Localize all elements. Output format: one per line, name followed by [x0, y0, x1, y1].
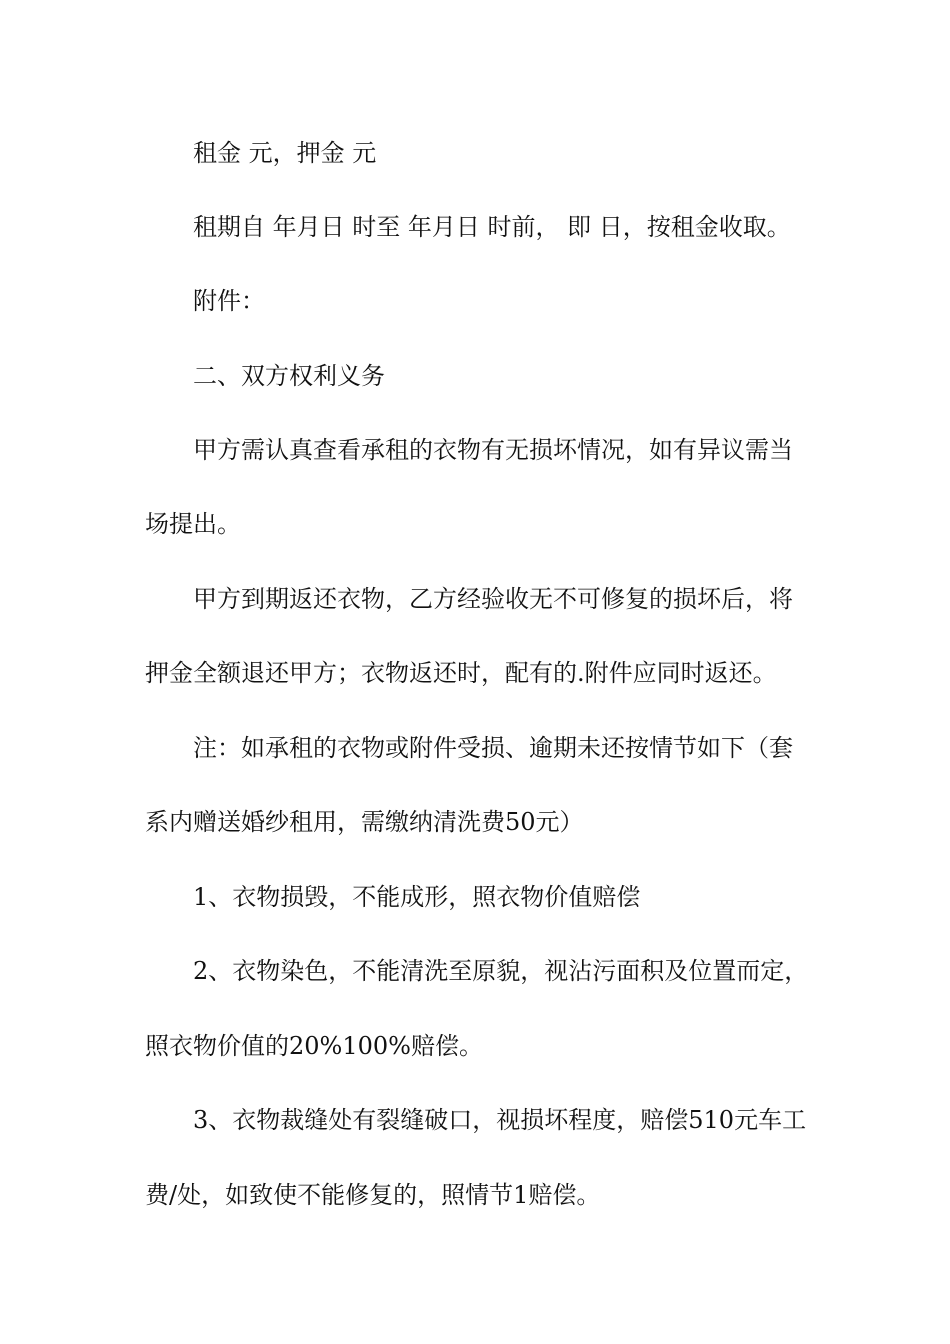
paragraph-line: 押金全额退还甲方；衣物返还时，配有的.附件应同时返还。	[145, 659, 777, 687]
paragraph-line: 甲方到期返还衣物，乙方经验收无不可修复的损坏后，将	[193, 585, 793, 613]
clause-2-line: 照衣物价值的20%100%赔偿。	[145, 1032, 483, 1060]
clause-3-line: 费/处，如致使不能修复的，照情节1赔偿。	[145, 1181, 601, 1209]
rental-period-line: 租期自 年月日 时至 年月日 时前， 即 日，按租金收取。	[193, 213, 791, 241]
paragraph-line: 场提出。	[145, 510, 241, 538]
note-line: 注：如承租的衣物或附件受损、逾期未还按情节如下（套	[193, 734, 793, 762]
clause-2-line: 2、衣物染色，不能清洗至原貌，视沾污面积及位置而定，	[193, 957, 809, 985]
section-heading-rights: 二、双方权利义务	[193, 362, 385, 390]
clause-1-line: 1、衣物损毁，不能成形，照衣物价值赔偿	[193, 883, 641, 911]
clause-3-line: 3、衣物裁缝处有裂缝破口，视损坏程度，赔偿510元车工	[193, 1106, 807, 1134]
rent-deposit-line: 租金 元，押金 元	[193, 139, 377, 167]
attachments-line: 附件：	[193, 287, 265, 315]
note-line: 系内赠送婚纱租用，需缴纳清洗费50元）	[145, 808, 584, 836]
paragraph-line: 甲方需认真查看承租的衣物有无损坏情况，如有异议需当	[193, 436, 793, 464]
